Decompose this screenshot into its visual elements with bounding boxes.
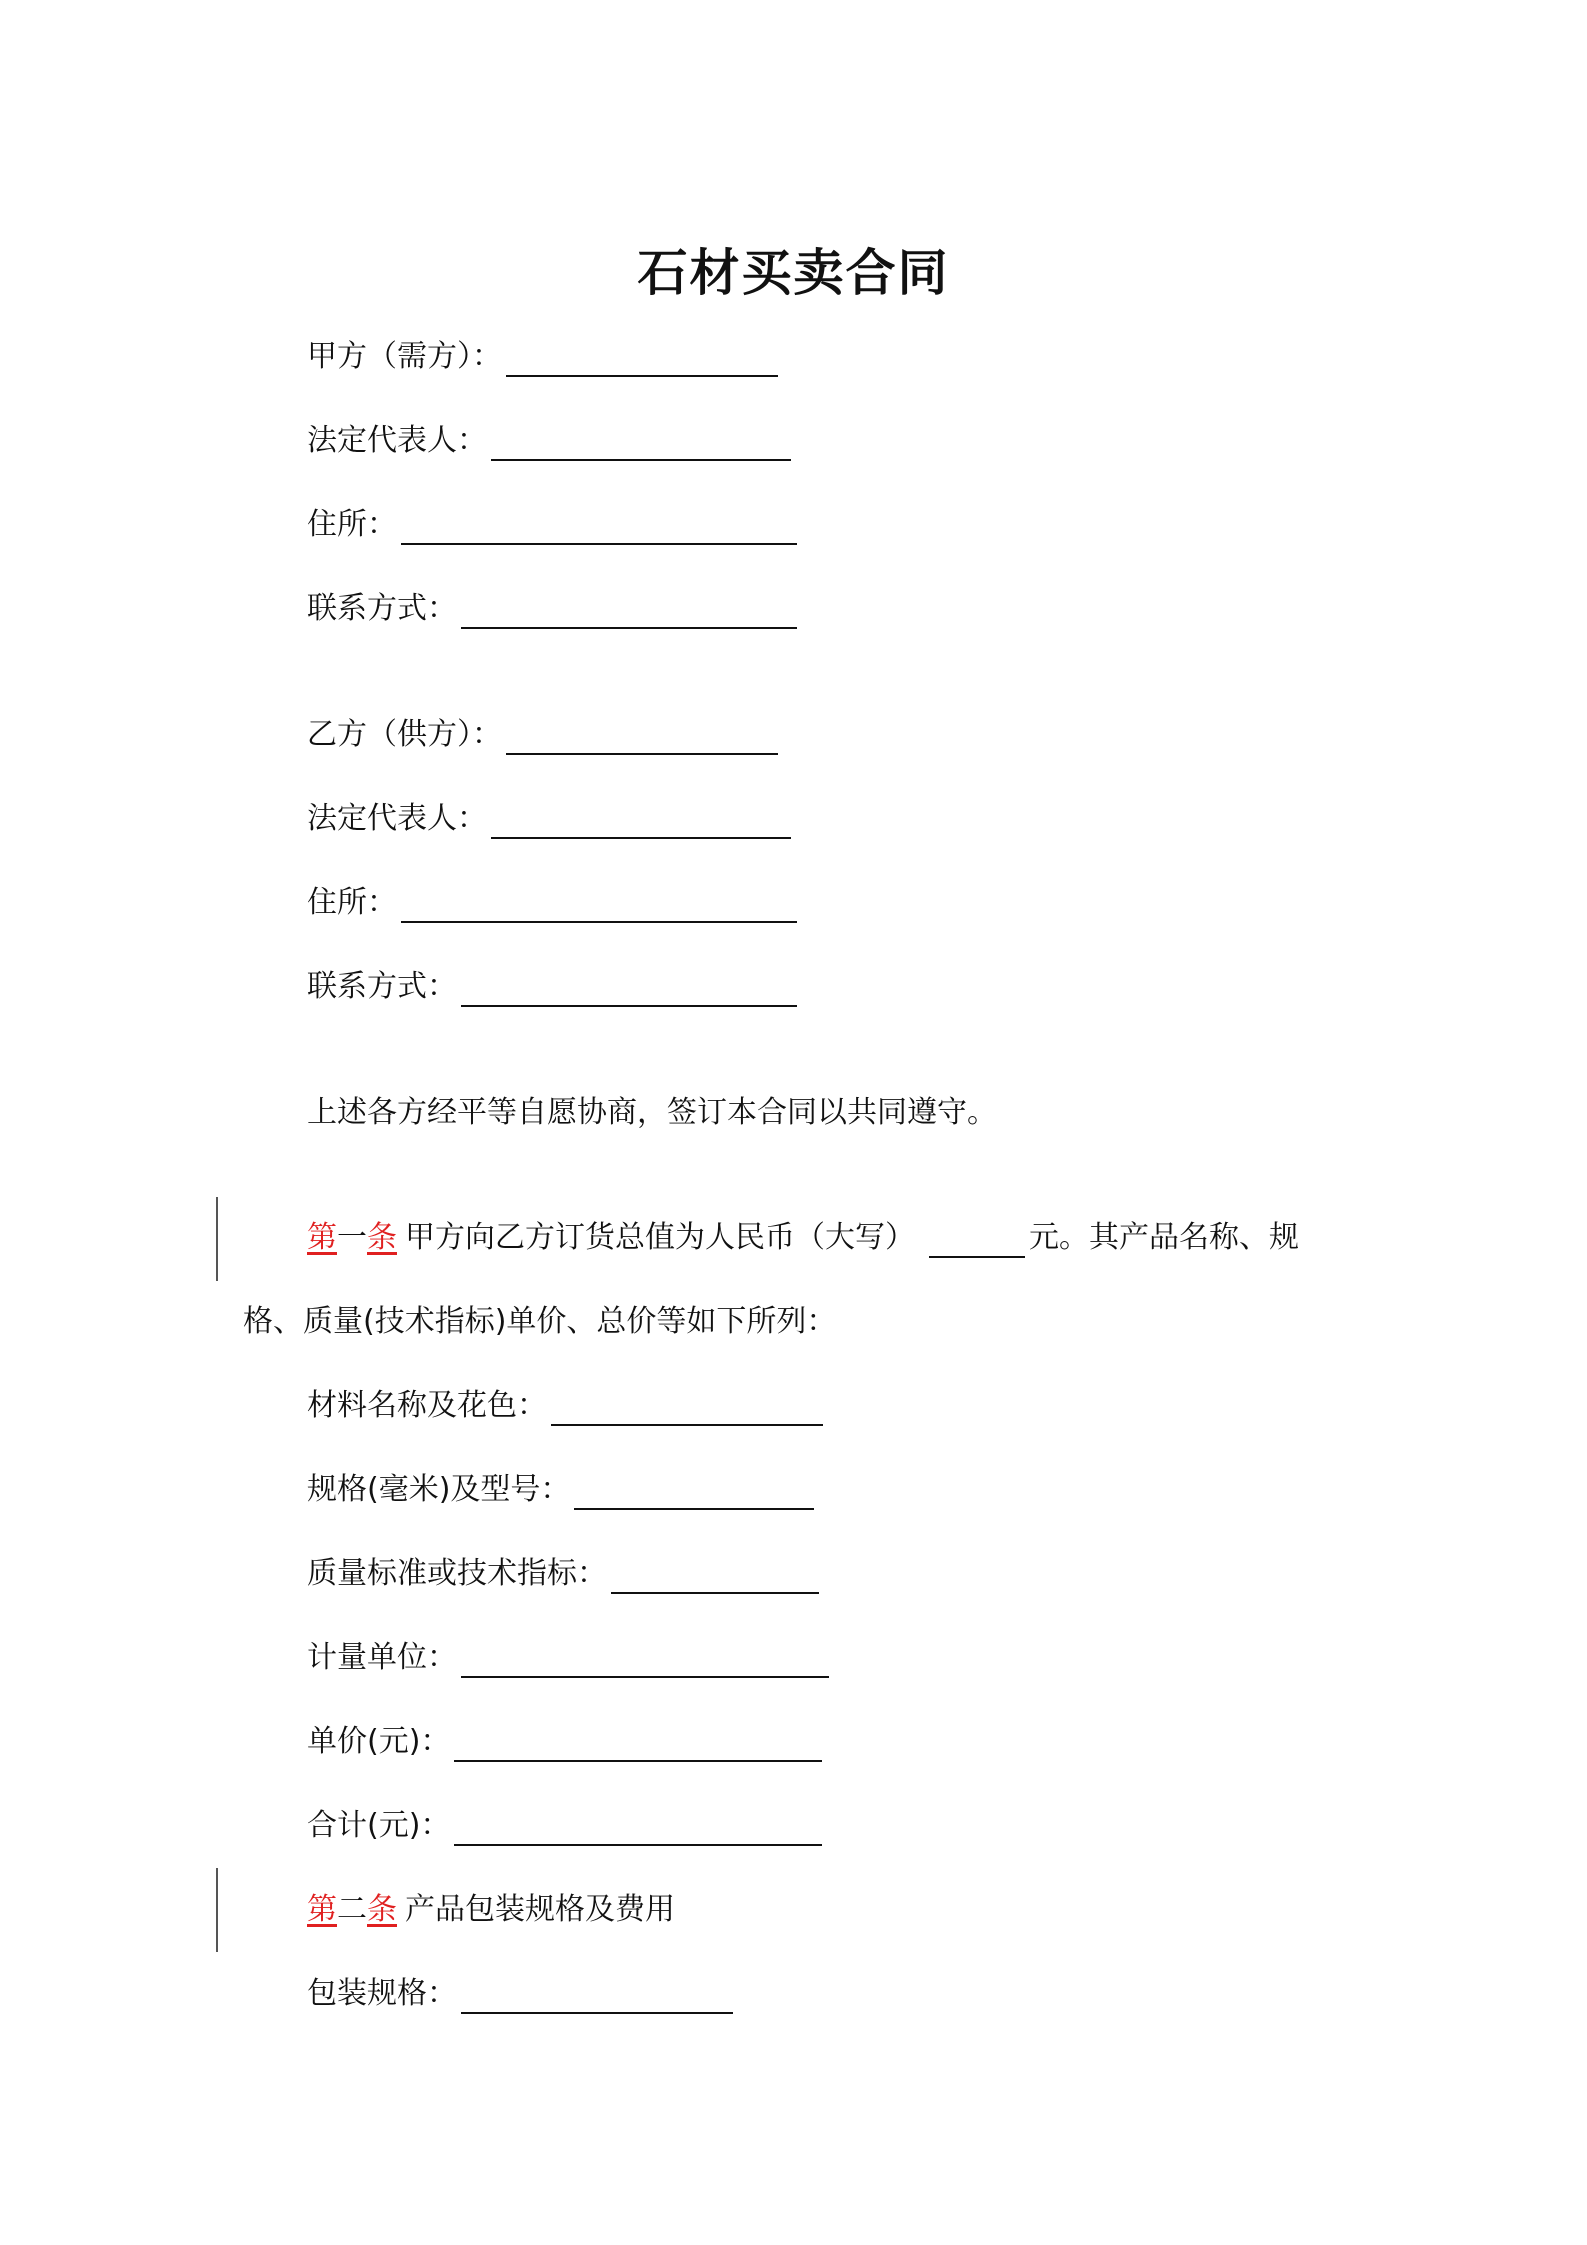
item-quality-label: 质量标准或技术指标：	[307, 1556, 607, 1591]
article-1-text-b: 元。其产品名称、规	[1029, 1220, 1299, 1255]
article-2-di: 第	[307, 1892, 337, 1927]
article-1-num: 一	[337, 1220, 367, 1255]
item-unit-label: 计量单位：	[307, 1640, 457, 1675]
article-2-line	[307, 1890, 675, 1930]
party-b-address-blank[interactable]	[401, 887, 797, 923]
party-a-rep-blank[interactable]	[491, 425, 791, 461]
article-1-line-2	[243, 1302, 836, 1342]
party-b-contact-label: 联系方式：	[307, 969, 457, 1004]
party-b-address-line	[307, 883, 797, 923]
article-2-text: 产品包装规格及费用	[405, 1892, 675, 1927]
party-b-label: 乙方（供方）：	[307, 717, 502, 752]
party-a-label: 甲方（需方）：	[307, 339, 502, 374]
party-b-contact-blank[interactable]	[461, 971, 797, 1007]
packaging-label: 包装规格：	[307, 1976, 457, 2011]
item-quality-line	[307, 1554, 819, 1594]
revision-bar	[216, 1197, 218, 1281]
article-2-num: 二	[337, 1892, 367, 1927]
party-b-rep-line	[307, 799, 791, 839]
item-price-label: 单价(元)：	[307, 1724, 451, 1759]
party-b-address-label: 住所：	[307, 885, 397, 920]
document-title: 石材买卖合同	[637, 244, 950, 302]
item-material-blank[interactable]	[551, 1390, 823, 1426]
article-2-tiao: 条	[367, 1892, 397, 1927]
item-total-label: 合计(元)：	[307, 1808, 451, 1843]
item-unit-blank[interactable]	[461, 1642, 829, 1678]
article-1-text-c: 格、质量(技术指标)单价、总价等如下所列：	[243, 1304, 837, 1339]
party-b-blank[interactable]	[506, 719, 778, 755]
party-a-address-label: 住所：	[307, 507, 397, 542]
item-spec-label: 规格(毫米)及型号：	[307, 1472, 571, 1507]
party-a-rep-label: 法定代表人：	[307, 423, 487, 458]
party-a-contact-line	[307, 589, 797, 629]
article-1-text-a: 甲方向乙方订货总值为人民币（大写）	[405, 1220, 915, 1255]
party-b-rep-blank[interactable]	[491, 803, 791, 839]
party-a-line	[307, 337, 778, 377]
party-b-rep-label: 法定代表人：	[307, 801, 487, 836]
party-b-line	[307, 715, 778, 755]
article-1-amount-blank[interactable]	[929, 1222, 1025, 1258]
item-spec-blank[interactable]	[574, 1474, 814, 1510]
packaging-line	[307, 1974, 733, 2014]
item-spec-line	[307, 1470, 814, 1510]
item-quality-blank[interactable]	[611, 1558, 819, 1594]
item-material-line	[307, 1386, 823, 1426]
article-1-tiao: 条	[367, 1220, 397, 1255]
item-total-line	[307, 1806, 822, 1846]
article-1-line-1	[307, 1218, 1299, 1258]
item-material-label: 材料名称及花色：	[307, 1388, 547, 1423]
party-b-contact-line	[307, 967, 797, 1007]
item-unit-line	[307, 1638, 829, 1678]
party-a-blank[interactable]	[506, 341, 778, 377]
party-a-contact-label: 联系方式：	[307, 591, 457, 626]
item-total-blank[interactable]	[454, 1810, 822, 1846]
item-price-line	[307, 1722, 822, 1762]
packaging-blank[interactable]	[461, 1978, 733, 2014]
preamble-text: 上述各方经平等自愿协商，签订本合同以共同遵守。	[307, 1095, 997, 1130]
party-a-address-blank[interactable]	[401, 509, 797, 545]
party-a-rep-line	[307, 421, 791, 461]
article-1-di: 第	[307, 1220, 337, 1255]
preamble	[307, 1093, 997, 1133]
party-a-address-line	[307, 505, 797, 545]
item-price-blank[interactable]	[454, 1726, 822, 1762]
revision-bar-2	[216, 1868, 218, 1952]
party-a-contact-blank[interactable]	[461, 593, 797, 629]
